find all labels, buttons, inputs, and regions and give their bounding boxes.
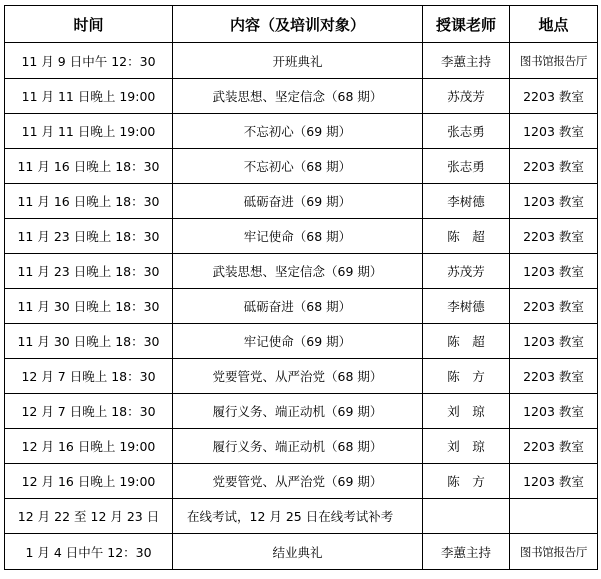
cell-teacher: 李树德: [423, 184, 510, 219]
cell-time: 11 月 23 日晚上 18：30: [5, 219, 173, 254]
cell-content: 结业典礼: [173, 534, 423, 570]
cell-teacher: 刘 琼: [423, 394, 510, 429]
cell-content: 开班典礼: [173, 43, 423, 79]
cell-time: 12 月 16 日晚上 19:00: [5, 464, 173, 499]
cell-teacher: 陈 超: [423, 324, 510, 359]
cell-time: 11 月 23 日晚上 18：30: [5, 254, 173, 289]
table-row: [5, 324, 598, 359]
cell-time: 12 月 7 日晚上 18：30: [5, 394, 173, 429]
header-content: 内容（及培训对象）: [173, 6, 423, 43]
table-row: [5, 359, 598, 394]
cell-place: [510, 499, 598, 534]
cell-time: 11 月 9 日中午 12：30: [5, 43, 173, 79]
cell-place: 1203 教室: [510, 184, 598, 219]
header-place: 地点: [510, 6, 598, 43]
cell-content: 牢记使命（68 期）: [173, 219, 423, 254]
table-row: [5, 534, 598, 570]
cell-time: 12 月 7 日晚上 18：30: [5, 359, 173, 394]
cell-teacher: 李蕙主持: [423, 534, 510, 570]
table-row: [5, 429, 598, 464]
cell-place: 2203 教室: [510, 359, 598, 394]
cell-content: 砥砺奋进（69 期）: [173, 184, 423, 219]
cell-place: 1203 教室: [510, 394, 598, 429]
cell-place: 2203 教室: [510, 219, 598, 254]
cell-content: 履行义务、端正动机（68 期）: [173, 429, 423, 464]
cell-teacher: 陈 方: [423, 464, 510, 499]
cell-time: 12 月 22 至 12 月 23 日: [5, 499, 173, 534]
cell-content: 党要管党、从严治党（68 期）: [173, 359, 423, 394]
cell-time: 12 月 16 日晚上 19:00: [5, 429, 173, 464]
cell-content: 履行义务、端正动机（69 期）: [173, 394, 423, 429]
cell-time: 11 月 30 日晚上 18：30: [5, 324, 173, 359]
cell-time: 11 月 30 日晚上 18：30: [5, 289, 173, 324]
table-row: [5, 254, 598, 289]
cell-content: 砥砺奋进（68 期）: [173, 289, 423, 324]
cell-time: 1 月 4 日中午 12：30: [5, 534, 173, 570]
cell-time: 11 月 11 日晚上 19:00: [5, 114, 173, 149]
table-header-row: [5, 6, 598, 43]
cell-time: 11 月 16 日晚上 18：30: [5, 184, 173, 219]
cell-place: 1203 教室: [510, 114, 598, 149]
cell-teacher: 李树德: [423, 289, 510, 324]
cell-place: 2203 教室: [510, 289, 598, 324]
cell-content: 武装思想、坚定信念（68 期）: [173, 79, 423, 114]
cell-teacher: [423, 499, 510, 534]
table-row: [5, 184, 598, 219]
table-row: [5, 114, 598, 149]
cell-place: 2203 教室: [510, 79, 598, 114]
table-row: [5, 43, 598, 79]
cell-time: 11 月 16 日晚上 18：30: [5, 149, 173, 184]
header-time: 时间: [5, 6, 173, 43]
table-row: [5, 79, 598, 114]
cell-place: 2203 教室: [510, 149, 598, 184]
cell-teacher: 张志勇: [423, 114, 510, 149]
cell-teacher: 陈 超: [423, 219, 510, 254]
cell-content: 武装思想、坚定信念（69 期）: [173, 254, 423, 289]
cell-content: 不忘初心（69 期）: [173, 114, 423, 149]
cell-teacher: 张志勇: [423, 149, 510, 184]
cell-time: 11 月 11 日晚上 19:00: [5, 79, 173, 114]
table-row: [5, 394, 598, 429]
table-row: [5, 289, 598, 324]
cell-content: 牢记使命（69 期）: [173, 324, 423, 359]
cell-teacher: 苏茂芳: [423, 254, 510, 289]
cell-content: 不忘初心（68 期）: [173, 149, 423, 184]
cell-content: 党要管党、从严治党（69 期）: [173, 464, 423, 499]
cell-content: 在线考试，12 月 25 日在线考试补考: [173, 499, 423, 534]
cell-teacher: 刘 琼: [423, 429, 510, 464]
cell-place: 1203 教室: [510, 464, 598, 499]
cell-place: 2203 教室: [510, 429, 598, 464]
schedule-table: [4, 5, 598, 570]
cell-place: 图书馆报告厅: [510, 43, 598, 79]
header-teacher: 授课老师: [423, 6, 510, 43]
cell-teacher: 李蕙主持: [423, 43, 510, 79]
table-row: [5, 219, 598, 254]
table-row: [5, 149, 598, 184]
cell-place: 1203 教室: [510, 254, 598, 289]
cell-teacher: 苏茂芳: [423, 79, 510, 114]
cell-place: 图书馆报告厅: [510, 534, 598, 570]
table-row: [5, 499, 598, 534]
table-row: [5, 464, 598, 499]
cell-place: 1203 教室: [510, 324, 598, 359]
cell-teacher: 陈 方: [423, 359, 510, 394]
